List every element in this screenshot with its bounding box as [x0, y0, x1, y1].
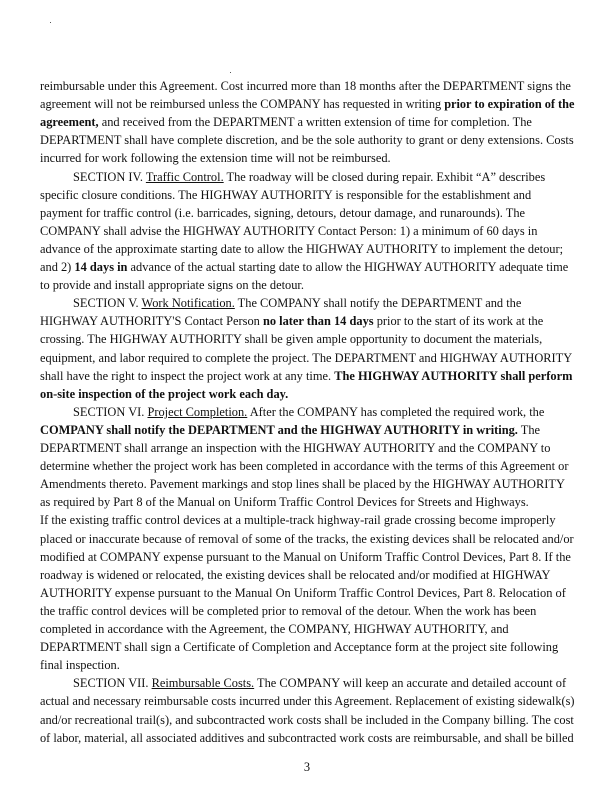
- bold-text: The HIGHWAY AUTHORITY shall perform: [334, 368, 573, 383]
- section-heading: Reimbursable Costs.: [151, 676, 255, 691]
- text-run: equipment, and labor required to complete the project. The DEPARTMENT and HIGHWAY AUTHORITY: [40, 350, 573, 365]
- text-run: payment for traffic control (i.e. barricades, signing, detours, detour damage, and runarounds). The: [40, 205, 526, 220]
- text-run: specific closure conditions. The HIGHWAY AUTHORITY is responsible for the establishment and: [40, 187, 532, 202]
- text-run: crossing. The HIGHWAY AUTHORITY shall be given ample opportunity to document the materials,: [40, 332, 543, 347]
- text-run: The roadway will be closed during repair. Exhibit “A” describes: [223, 169, 546, 184]
- text-run: prior to the start of its work at the: [373, 314, 544, 329]
- section-heading: Project Completion.: [147, 404, 248, 419]
- text-line: [40, 440, 550, 456]
- text-run: If the existing traffic control devices at a multiple-track highway-rail grade crossing become improperly: [40, 513, 556, 528]
- page-number: 3: [303, 760, 311, 774]
- text-run: modified at COMPANY expense pursuant to the Manual on Uniform Traffic Control Devices, Part 8. If the: [40, 549, 571, 564]
- text-line: [40, 693, 574, 709]
- text-run: advance of the approximate starting date to allow the HIGHWAY AUTHORITY to implement the detour;: [40, 241, 564, 256]
- text-line: [40, 712, 574, 728]
- text-run: SECTION VI.: [73, 404, 148, 419]
- text-line: [40, 187, 531, 203]
- text-run: and received from the DEPARTMENT a written extension of time for completion. The: [98, 115, 532, 130]
- bold-text: no later than 14 days: [262, 314, 374, 329]
- text-run: final inspection.: [40, 658, 120, 673]
- text-line: [40, 350, 572, 366]
- text-run: placed or inaccurate because of removal of some of the tracks, the existing devices shall be relocated and/or: [40, 531, 574, 546]
- text-line: [40, 78, 571, 94]
- text-line: [40, 585, 566, 601]
- text-run: and 2): [40, 260, 75, 274]
- text-run: roadway is widened or relocated, the existing devices shall be relocated and/or modified at HIGHWAY: [40, 567, 551, 582]
- text-line: [40, 567, 551, 583]
- text-run: DEPARTMENT shall have complete discretion, and be the sole authority to grant or deny extensions. Costs: [40, 133, 574, 148]
- text-run: shall have the right to inspect the project work at any time.: [40, 368, 335, 383]
- text-line: [40, 494, 529, 510]
- text-line: [73, 169, 545, 185]
- text-run: SECTION V.: [73, 296, 142, 311]
- section-heading: Traffic Control.: [145, 169, 224, 184]
- text-line: [40, 205, 525, 221]
- text-line: [40, 114, 532, 130]
- text-run: DEPARTMENT shall arrange an inspection with the HIGHWAY AUTHORITY and the COMPANY to: [40, 441, 551, 455]
- text-line: [40, 531, 574, 547]
- text-run: HIGHWAY AUTHORITY'S Contact Person: [40, 314, 263, 329]
- text-run: determine whether the project work has been completed in accordance with the terms of this Agreement or: [40, 459, 569, 474]
- text-line: [40, 458, 568, 474]
- text-run: of labor, material, all associated additives and subcontracted work costs are reimbursable, and shall be billed: [40, 730, 574, 745]
- text-run: as required by Part 8 of the Manual on Uniform Traffic Control Devices for Streets and Highways.: [40, 495, 529, 510]
- text-line: [73, 404, 544, 420]
- text-line: [40, 603, 536, 619]
- text-run: SECTION VII.: [73, 676, 152, 691]
- text-run: the traffic control devices will be completed prior to removal of the detour. When the work has been: [40, 603, 537, 618]
- text-run: DEPARTMENT shall sign a Certificate of Completion and Acceptance form at the project site following: [40, 640, 559, 655]
- text-run: and/or recreational trail(s), and subcontracted work costs shall be included in the Company billing. The cost: [40, 712, 574, 727]
- text-line: [73, 675, 566, 691]
- text-line: [40, 512, 556, 528]
- text-run: to provide and install appropriate signs on the detour.: [40, 278, 304, 293]
- text-line: [40, 259, 568, 275]
- text-run: The COMPANY will keep an accurate and detailed account of: [254, 676, 567, 691]
- text-line: [40, 313, 543, 329]
- bold-text: prior to expiration of the: [444, 97, 575, 112]
- text-line: [40, 422, 540, 438]
- text-line: [40, 331, 542, 347]
- text-line: [40, 368, 572, 384]
- text-run: The COMPANY shall notify the DEPARTMENT and the: [234, 296, 522, 311]
- text-line: [40, 386, 288, 402]
- text-run: completed in accordance with the Agreement, the COMPANY, HIGHWAY AUTHORITY, and: [40, 622, 509, 636]
- scan-speck: [230, 72, 231, 73]
- text-run: AUTHORITY expense pursuant to the Manual On Uniform Traffic Control Devices, Part 8. Relocation of: [40, 585, 566, 600]
- text-line: [40, 150, 391, 166]
- text-line: [73, 295, 521, 311]
- text-line: [40, 639, 558, 655]
- text-run: incurred for work following the extension time will not be reimbursed.: [40, 151, 391, 166]
- text-line: [40, 96, 574, 112]
- scan-speck: [50, 22, 51, 23]
- section-heading: Work Notification.: [141, 296, 235, 311]
- text-run: reimbursable under this Agreement. Cost incurred more than 18 months after the DEPARTMENT signs the: [40, 79, 571, 93]
- text-run: The: [517, 422, 541, 437]
- text-run: SECTION IV.: [73, 169, 146, 184]
- text-line: [40, 132, 574, 148]
- text-run: COMPANY shall advise the HIGHWAY AUTHORITY Contact Person: 1) a minimum of 60 days in: [40, 223, 538, 238]
- text-line: [40, 241, 563, 257]
- bold-text: COMPANY shall notify the DEPARTMENT and the HIGHWAY AUTHORITY in writing.: [40, 422, 518, 437]
- bold-text: agreement,: [40, 115, 99, 130]
- text-line: [40, 277, 304, 293]
- text-run: agreement will not be reimbursed unless the COMPANY has requested in writing: [40, 97, 445, 112]
- text-run: actual and necessary reimbursable costs incurred under this Agreement. Replacement of existing sidewalk(s): [40, 694, 575, 709]
- text-run: advance of the actual starting date to allow the HIGHWAY AUTHORITY adequate time: [127, 260, 569, 274]
- bold-text: 14 days in: [74, 260, 128, 274]
- text-line: [40, 549, 571, 565]
- text-line: [40, 657, 120, 673]
- text-run: Amendments thereto. Pavement markings and stop lines shall be placed by the HIGHWAY AUTHORITY: [40, 477, 565, 492]
- text-run: After the COMPANY has completed the required work, the: [247, 404, 545, 419]
- text-line: [40, 730, 574, 746]
- text-line: [40, 621, 509, 637]
- text-line: [40, 476, 565, 492]
- bold-text: on-site inspection of the project work each day.: [40, 386, 289, 401]
- text-line: [40, 223, 537, 239]
